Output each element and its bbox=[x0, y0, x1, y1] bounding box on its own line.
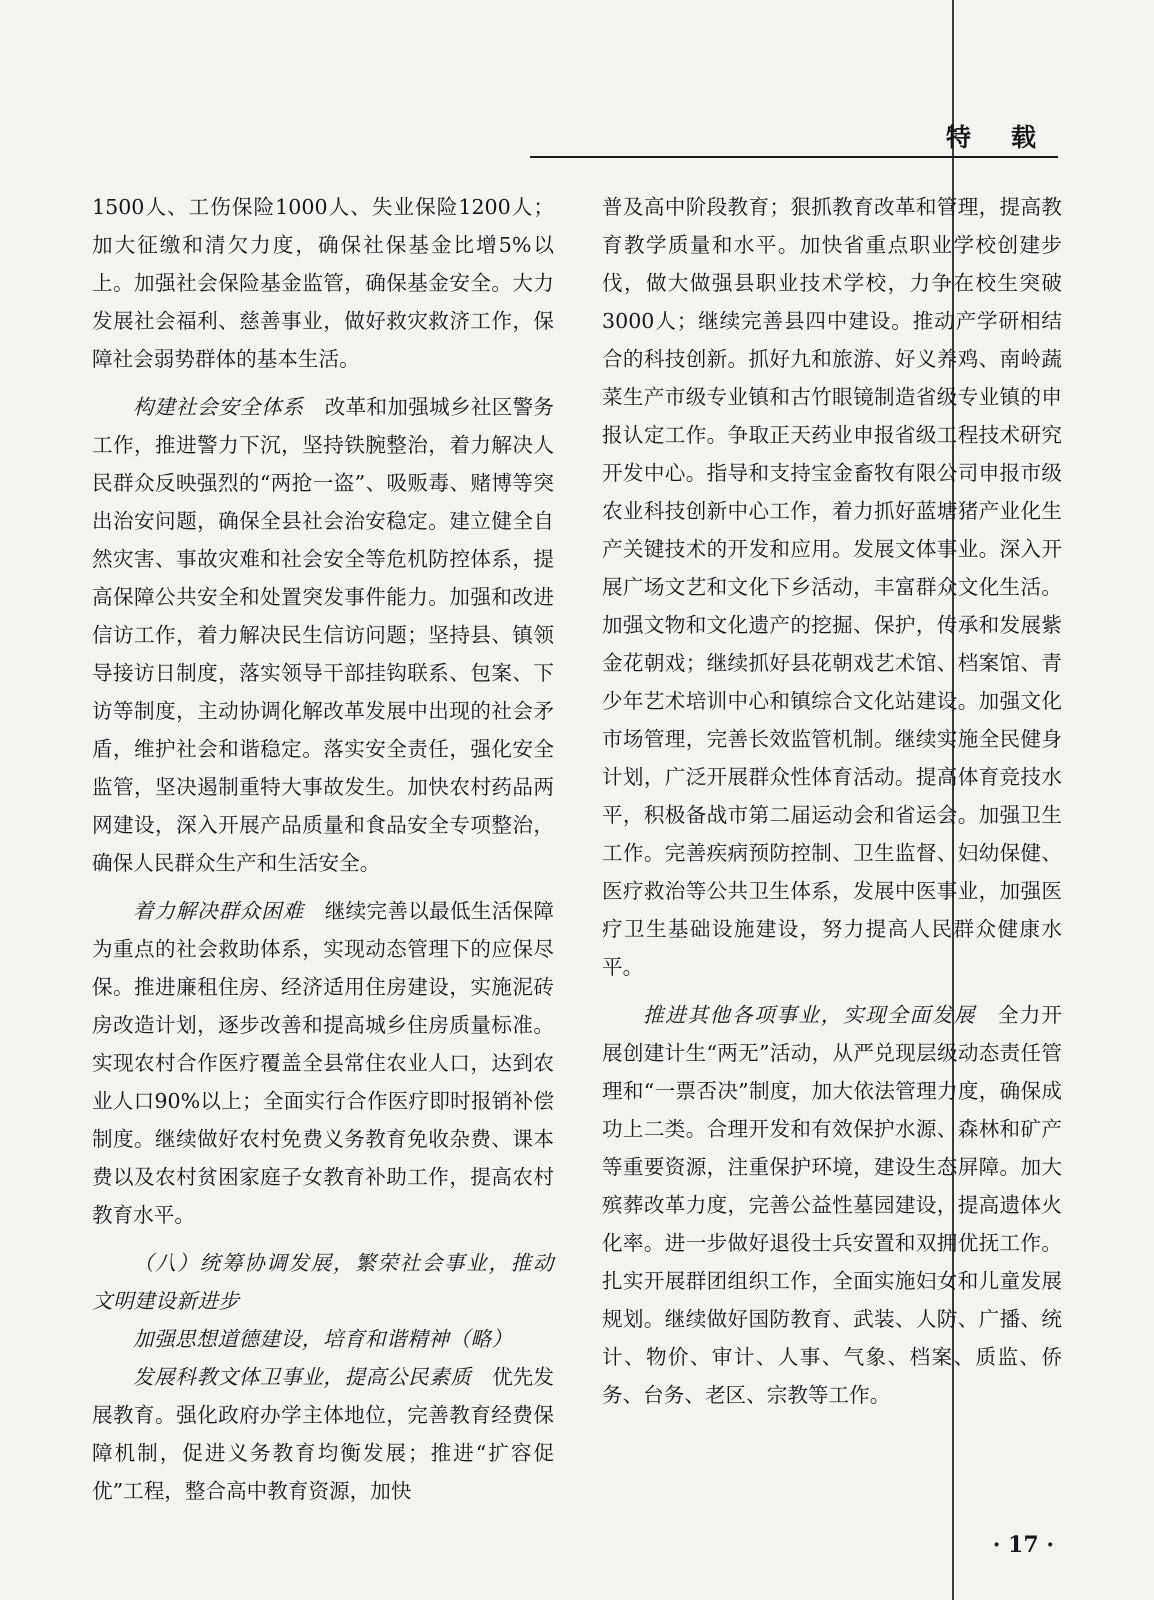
subheading: 着力解决群众困难 bbox=[133, 899, 304, 923]
paragraph-body: 改革和加强城乡社区警务工作，推进警力下沉，坚持铁腕整治，着力解决人民群众反映强烈的“两抢一盗”、吸贩毒、赌博等突出治安问题，确保全县社会治安稳定。建立健全自然灾害、事故灾难和社会安全等危机防控体系，提高保障公共安全和处置突发事件能力。加强和改进信访工作，着力解决民生信访问题；坚持县、镇领导接访日制度，落实领导干部挂钩联系、包案、下访等制度，主动协调化解改革发展中出现的社会矛盾，维护社会和谐稳定。落实安全责任，强化安全监管，坚决遏制重特大事故发生。加快农村药品两网建设，深入开展产品质量和食品安全专项整治，确保人民群众生产和生活安全。 bbox=[92, 395, 555, 875]
paragraph bbox=[602, 996, 1062, 1414]
paragraph bbox=[92, 388, 554, 882]
subheading: 推进其他各项事业，实现全面发展 bbox=[643, 1003, 977, 1027]
paragraph: 普及高中阶段教育；狠抓教育改革和管理，提高教育教学质量和水平。加快省重点职业学校创建步伐，做大做强县职业技术学校，力争在校生突破3000人；继续完善县四中建设。推动产学研相结合的科技创新。抓好九和旅游、好义养鸡、南岭蔬菜生产市级专业镇和古竹眼镜制造省级专业镇的申报认定工作。争取正天药业申报省级工程技术研究开发中心。指导和支持宝金畜牧有限公司申报市级农业科技创新中心工作，着力抓好蓝塘猪产业化生产关键技术的开发和应用。发展文体事业。深入开展广场文艺和文化下乡活动，丰富群众文化生活。加强文物和文化遗产的挖掘、保护，传承和发展紫金花朝戏；继续抓好县花朝戏艺术馆、档案馆、青少年艺术培训中心和镇综合文化站建设。加强文化市场管理，完善长效监管机制。继续实施全民健身计划，广泛开展群众性体育活动。提高体育竞技水平，积极备战市第二届运动会和省运会。加强卫生工作。完善疾病预防控制、卫生监督、妇幼保健、医疗救治等公共卫生体系，发展中医事业，加强医疗卫生基础设施建设，努力提高人民群众健康水平。 bbox=[602, 195, 1062, 979]
left-column bbox=[92, 188, 554, 1510]
paragraph-body: 优先发展教育。强化政府办学主体地位，完善教育经费保障机制，促进义务教育均衡发展；推进“扩容促优”工程，整合高中教育资源，加快 bbox=[92, 1365, 555, 1503]
section-header bbox=[946, 118, 1036, 154]
paragraph-body: 继续完善以最低生活保障为重点的社会救助体系，实现动态管理下的应保尽保。推进廉租住房、经济适用住房建设，实施泥砖房改造计划，逐步改善和提高城乡住房质量标准。实现农村合作医疗覆盖全县常住农业人口，达到农业人口90%以上；全面实行合作医疗即时报销补偿制度。继续做好农村免费义务教育免收杂费、课本费以及农村贫困家庭子女教育补助工作，提高农村教育水平。 bbox=[92, 899, 555, 1227]
paragraph: 1500人、工伤保险1000人、失业保险1200人；加大征缴和清欠力度，确保社保基金比增5%以上。加强社会保险基金监管，确保基金安全。大力发展社会福利、慈善事业，做好救灾救济工作，保障社会弱势群体的基本生活。 bbox=[92, 195, 554, 371]
page-number: · 17 · bbox=[992, 1532, 1054, 1558]
paragraph-body: 全力开展创建计生“两无”活动，从严兑现层级动态责任管理和“一票否决”制度，加大依法管理力度，确保成功上二类。合理开发和有效保护水源、森林和矿产等重要资源，注重保护环境，建设生态屏障。加大殡葬改革力度，完善公益性墓园建设，提高遗体火化率。进一步做好退役士兵安置和双拥优抚工作。扎实开展群团组织工作，全面实施妇女和儿童发展规划。继续做好国防教育、武装、人防、广播、统计、物价、审计、人事、气象、档案、质监、侨务、台务、老区、宗教等工作。 bbox=[602, 1003, 1063, 1407]
section-heading: （八）统筹协调发展，繁荣社会事业，推动文明建设新进步 bbox=[92, 1251, 554, 1313]
subheading: 加强思想道德建设，培育和谐精神（略） bbox=[133, 1327, 513, 1351]
section-header-char-1: 特 bbox=[945, 123, 971, 152]
right-column bbox=[602, 188, 1062, 1414]
section-header-char-2: 载 bbox=[1010, 123, 1036, 152]
subheading: 构建社会安全体系 bbox=[133, 395, 304, 419]
subheading: 发展科教文体卫事业，提高公民素质 bbox=[133, 1365, 472, 1389]
header-rule bbox=[530, 156, 1058, 158]
paragraph bbox=[92, 1358, 554, 1510]
paragraph bbox=[92, 892, 554, 1234]
